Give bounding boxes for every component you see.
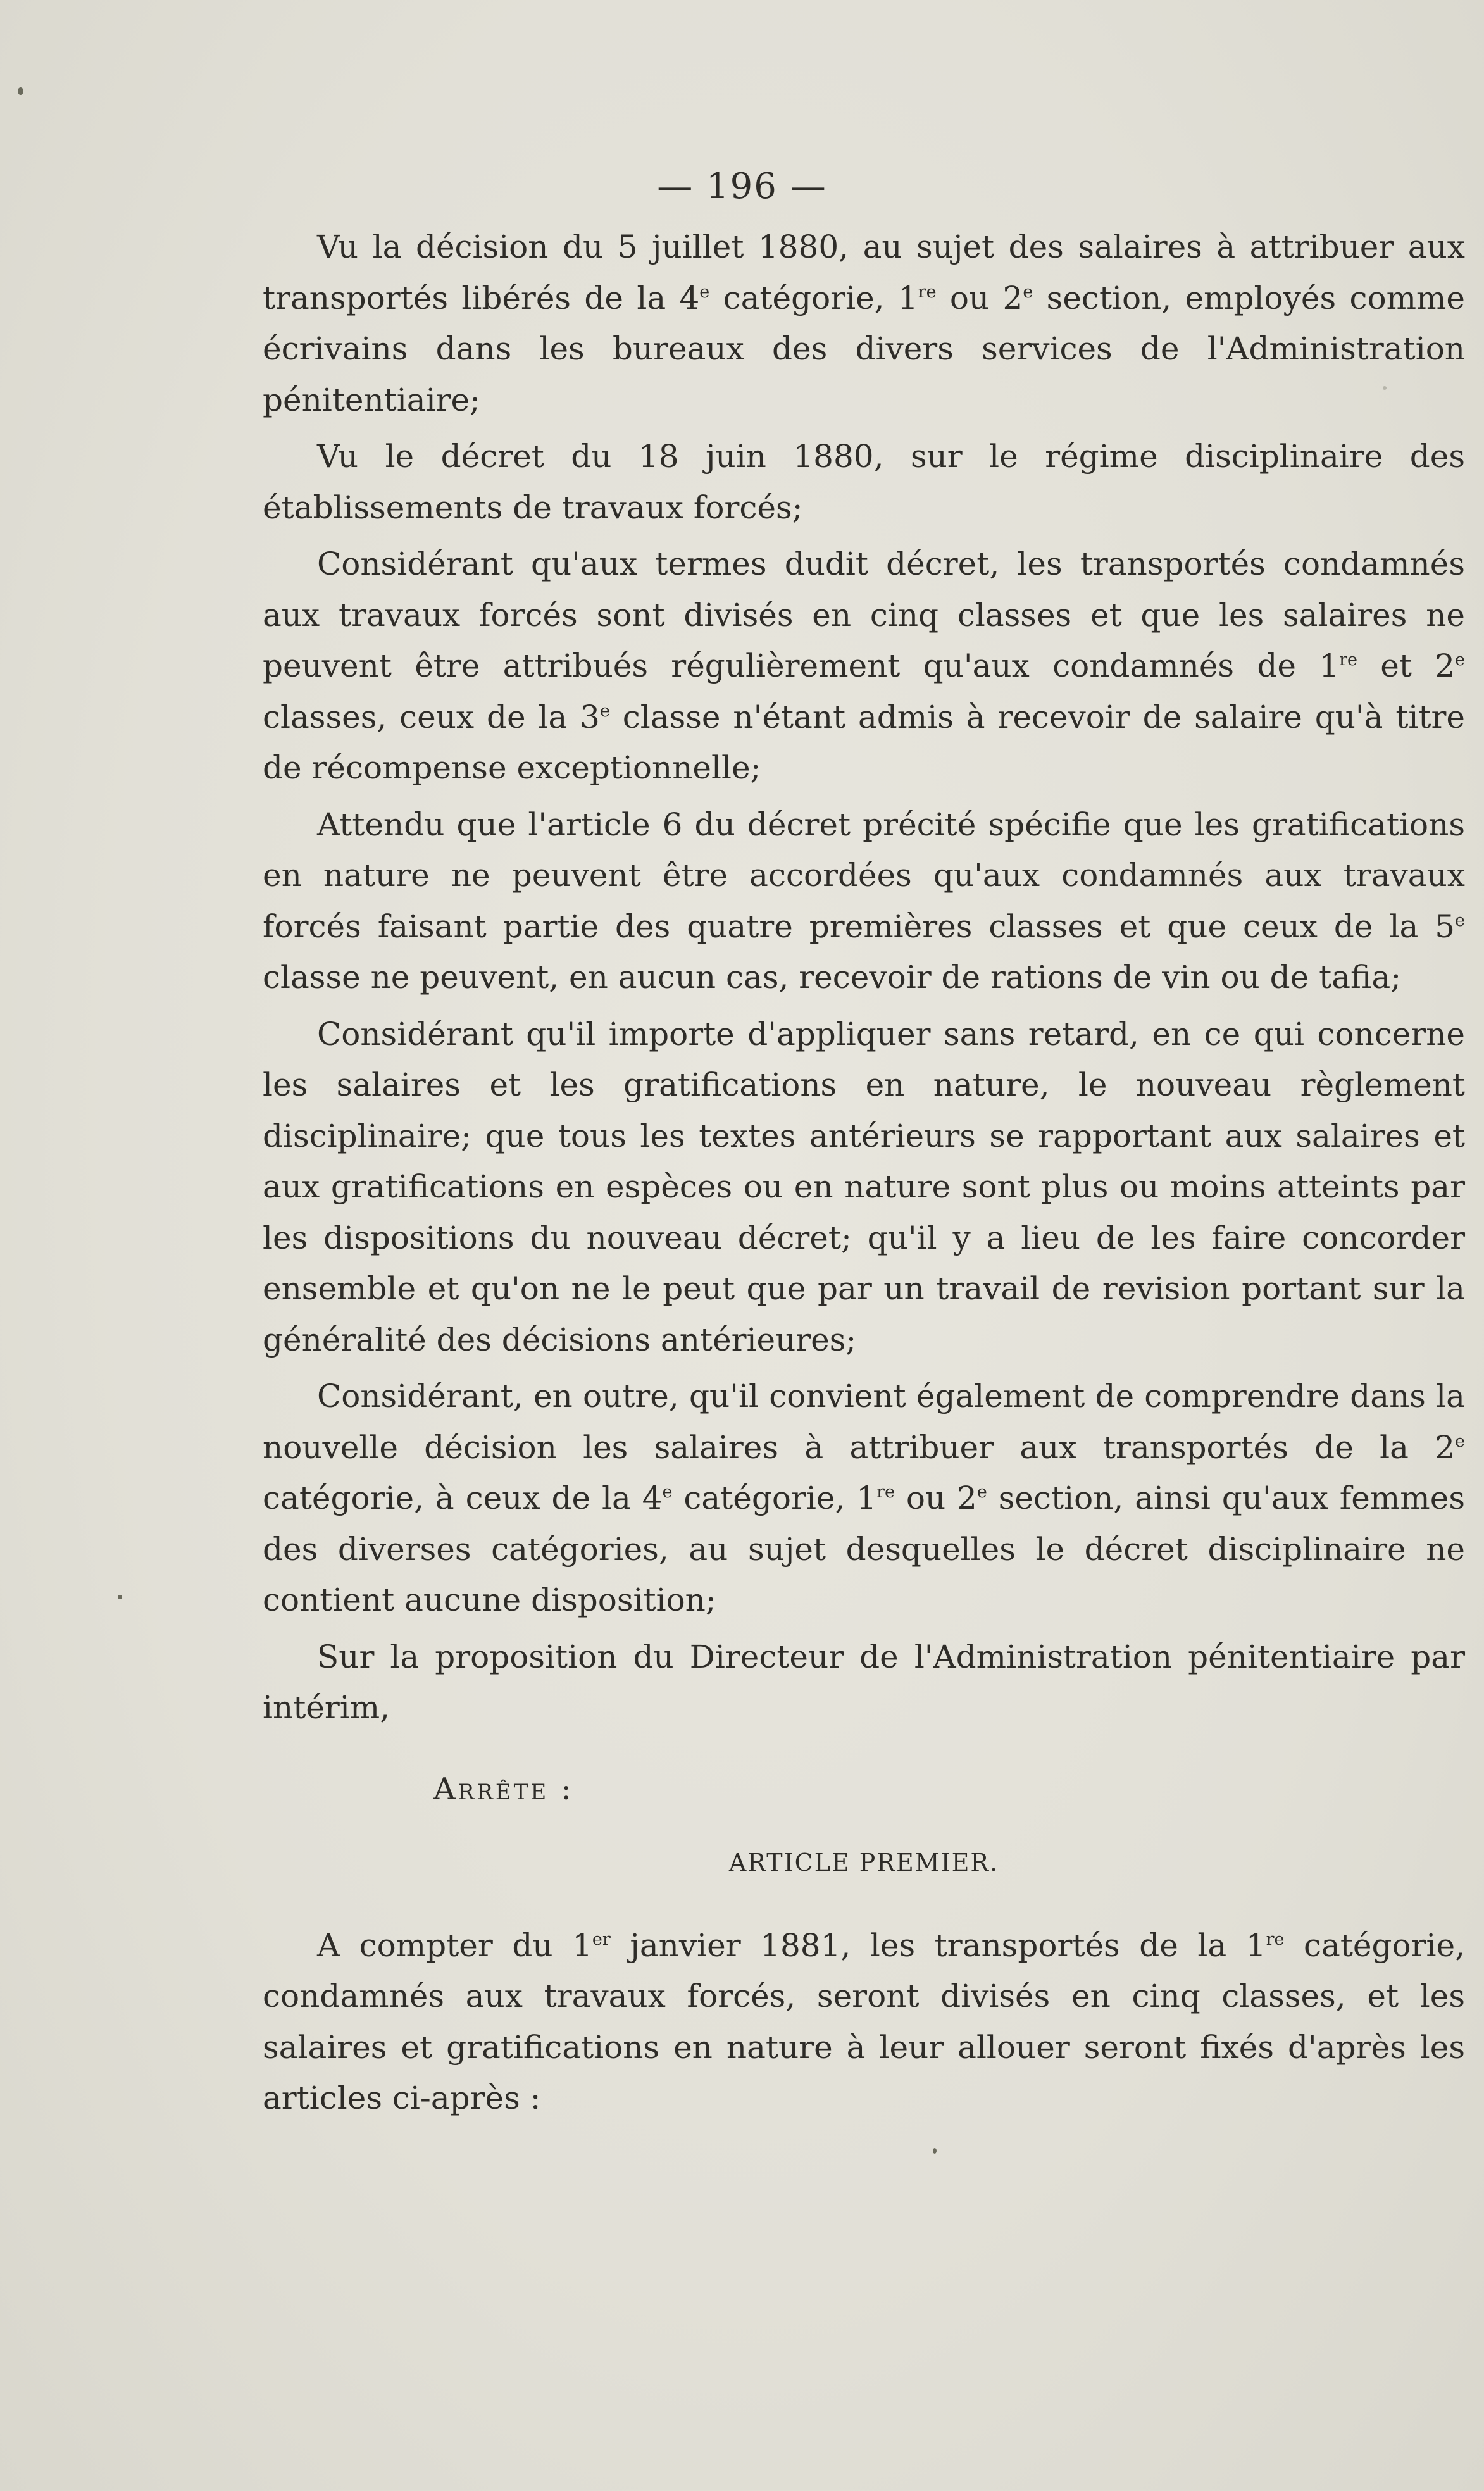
paragraph: Sur la proposition du Directeur de l'Administration pénitentiaire par intérim, xyxy=(263,1638,1465,1726)
paragraph: Vu la décision du 5 juillet 1880, au sujet des salaires à attribuer aux transportés libérés de la 4e catégorie, 1re ou 2e section, employés comme écrivains dans les bureaux des divers services de l'Administration pénitentiaire; xyxy=(263,228,1465,418)
ink-speck xyxy=(18,87,23,95)
document-body xyxy=(263,222,1465,2130)
ink-speck xyxy=(118,1595,122,1599)
paragraph: Vu le décret du 18 juin 1880, sur le régime disciplinaire des établissements de travaux forcés; xyxy=(263,438,1465,526)
ink-speck xyxy=(933,2148,937,2154)
paragraph: Attendu que l'article 6 du décret précité spécifie que les gratifications en nature ne peuvent être accordées qu'aux condamnés aux travaux forcés faisant partie des quatre premières classes et que ceux de la 5e classe ne peuvent, en aucun cas, recevoir de rations de vin ou de tafia; xyxy=(263,806,1465,996)
paragraph: Considérant qu'il importe d'appliquer sans retard, en ce qui concerne les salaires et les gratifications en nature, le nouveau règlement disciplinaire; que tous les textes antérieurs se rapportant aux salaires et aux gratifications en espèces ou en nature sont plus ou moins atteints par les dispositions du nouveau décret; qu'il y a lieu de les faire concorder ensemble et qu'on ne le peut que par un travail de revision portant sur la généralité des décisions antérieures; xyxy=(263,1015,1465,1358)
article-paragraph: A compter du 1er janvier 1881, les transportés de la 1re catégorie, condamnés aux travaux forcés, seront divisés en cinq classes, et les salaires et gratifications en nature à leur allouer seront fixés d'après les articles ci-après : xyxy=(263,1926,1466,2116)
page-number: — 196 — xyxy=(657,166,827,207)
arrete-heading: Arrête : xyxy=(433,1771,574,1807)
paragraph: Considérant qu'aux termes dudit décret, les transportés condamnés aux travaux forcés sont divisés en cinq classes et que les salaires ne peuvent être attribués régulièrement qu'aux condamnés de 1re et 2e classes, ceux de la 3e classe n'étant admis à recevoir de salaire qu'à titre de récompense exceptionnelle; xyxy=(263,546,1465,786)
paragraph: Considérant, en outre, qu'il convient également de comprendre dans la nouvelle décision les salaires à attribuer aux transportés de la 2e catégorie, à ceux de la 4e catégorie, 1re ou 2e section, ainsi qu'aux femmes des diverses catégories, au sujet desquelles le décret disciplinaire ne contient aucune disposition; xyxy=(263,1378,1465,1618)
article-heading: ARTICLE PREMIER. xyxy=(728,1849,999,1876)
